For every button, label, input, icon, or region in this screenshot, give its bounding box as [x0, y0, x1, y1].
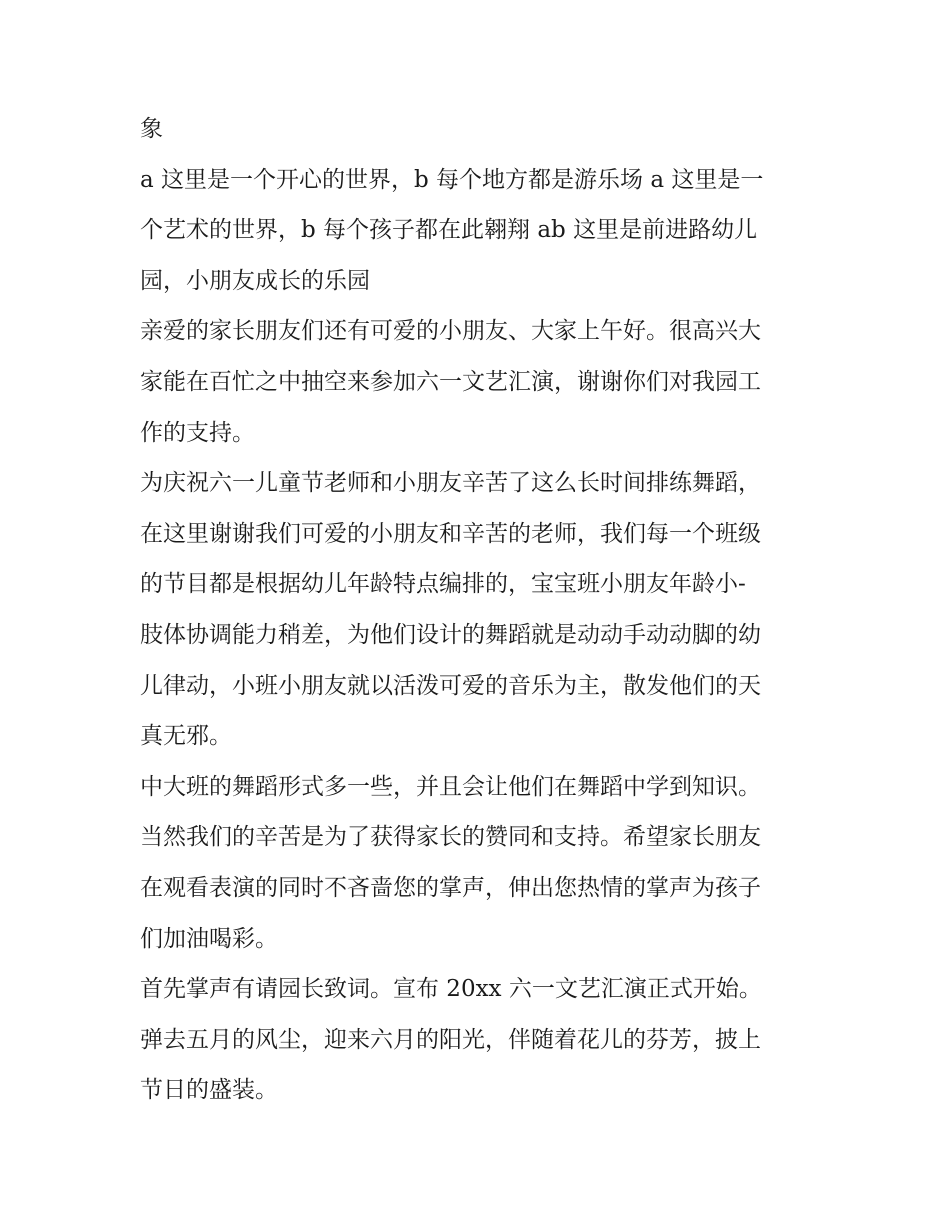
text-line: 儿律动，小班小朋友就以活泼可爱的音乐为主，散发他们的天	[140, 672, 761, 699]
text-line: 当然我们的辛苦是为了获得家长的赞同和支持。希望家长朋友	[140, 824, 761, 851]
text-line: 为庆祝六一儿童节老师和小朋友辛苦了这么长时间排练舞蹈，	[140, 470, 761, 497]
text-line: 的节目都是根据幼儿年龄特点编排的，宝宝班小朋友年龄小-	[140, 571, 746, 598]
text-line: 们加油喝彩。	[140, 925, 278, 952]
text-line: 园，小朋友成长的乐园	[140, 267, 370, 294]
text-line: 中大班的舞蹈形式多一些，并且会让他们在舞蹈中学到知识。	[140, 773, 761, 800]
text-line: 作的支持。	[140, 419, 255, 446]
text-line: 亲爱的家长朋友们还有可爱的小朋友、大家上午好。很高兴大	[140, 318, 761, 345]
text-line: 真无邪。	[140, 723, 232, 750]
text-line: 弹去五月的风尘，迎来六月的阳光，伴随着花儿的芬芳，披上	[140, 1026, 761, 1053]
text-line: 在观看表演的同时不吝啬您的掌声，伸出您热情的掌声为孩子	[140, 874, 761, 901]
text-line: 个艺术的世界，b 每个孩子都在此翱翔 ab 这里是前进路幼儿	[140, 217, 758, 244]
text-line: 象	[140, 116, 163, 142]
text-line: 家能在百忙之中抽空来参加六一文艺汇演，谢谢你们对我园工	[140, 368, 761, 395]
text-line: a 这里是一个开心的世界，b 每个地方都是游乐场 a 这里是一	[140, 166, 764, 193]
text-line: 节日的盛装。	[140, 1077, 278, 1104]
text-line: 首先掌声有请园长致词。宣布 20xx 六一文艺汇演正式开始。	[140, 976, 762, 1003]
document-body	[140, 104, 815, 1116]
text-line: 在这里谢谢我们可爱的小朋友和辛苦的老师，我们每一个班级	[140, 520, 761, 547]
text-line: 肢体协调能力稍差，为他们设计的舞蹈就是动动手动动脚的幼	[140, 621, 761, 648]
